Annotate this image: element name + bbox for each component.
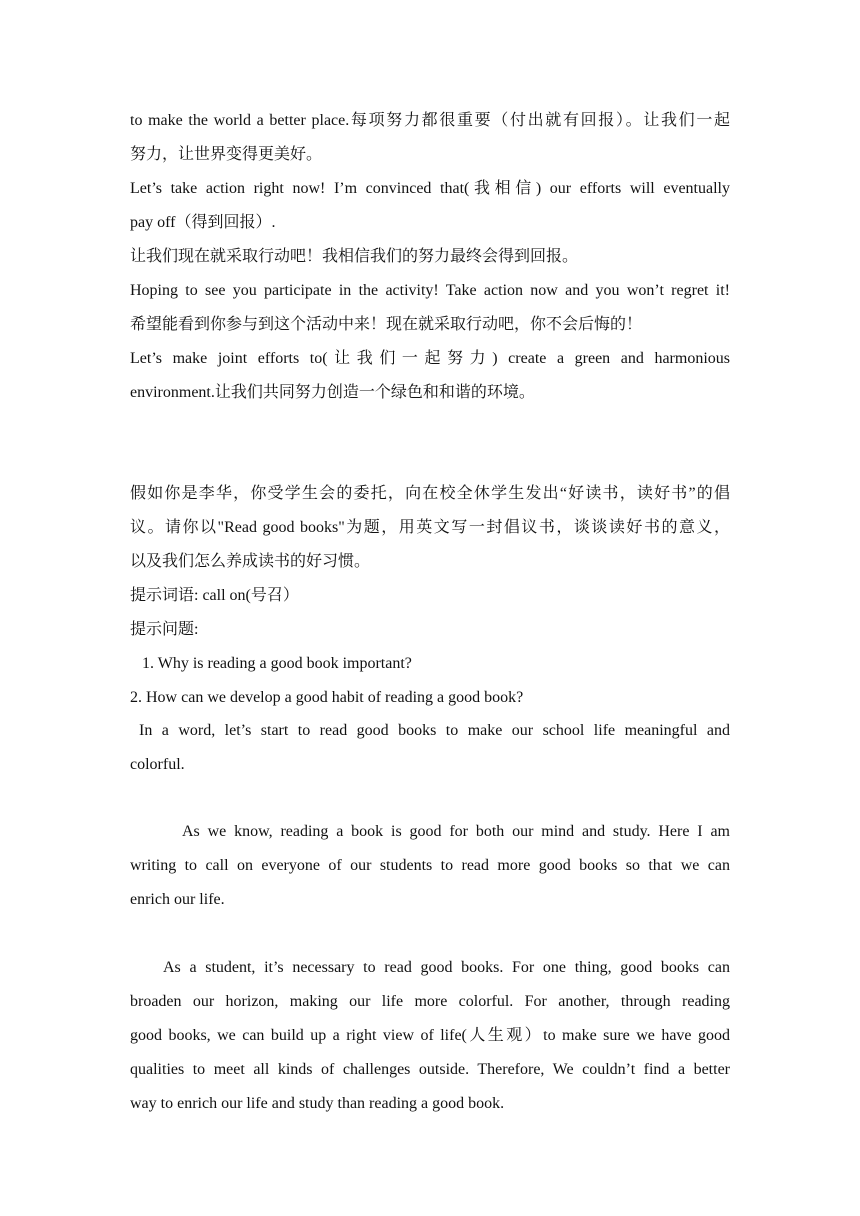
text-line: pay off（得到回报）.: [130, 214, 276, 231]
essay-line: enrich our life.: [130, 891, 225, 908]
essay-line: broaden our horizon, making our life more colorful. For another, through reading: [130, 993, 730, 1010]
prompt-line: 以及我们怎么养成读书的好习惯。: [130, 553, 371, 570]
hint-question-1: 1. Why is reading a good book important?: [142, 655, 412, 672]
text-line: environment.让我们共同努力创造一个绿色和和谐的环境。: [130, 384, 535, 401]
hint-questions-label: 提示问题:: [130, 621, 199, 638]
essay-line: qualities to meet all kinds of challenges outside. Therefore, We couldn’t find a better: [130, 1061, 730, 1078]
prompt-line: 假如你是李华，你受学生会的委托，向在校全休学生发出“好读书，读好书”的倡: [130, 485, 730, 502]
essay-line: As we know, reading a book is good for both our mind and study. Here I am: [182, 823, 730, 840]
text-line: 希望能看到你参与到这个活动中来！现在就采取行动吧，你不会后悔的！: [130, 316, 643, 333]
essay-line: writing to call on everyone of our students to read more good books so that we can: [130, 857, 730, 874]
hint-question-2: 2. How can we develop a good habit of reading a good book?: [130, 689, 524, 706]
text-line: Hoping to see you participate in the activity! Take action now and you won’t regret it!: [130, 282, 730, 299]
essay-line: way to enrich our life and study than reading a good book.: [130, 1095, 505, 1112]
text-line: to make the world a better place.每项努力都很重要（付出就有回报）。让我们一起: [130, 112, 730, 129]
text-line: Let’s take action right now! I’m convinced that(我相信) our efforts will eventually: [130, 180, 730, 197]
hint-words: 提示词语: call on(号召）: [130, 587, 299, 604]
prompt-line: 议。请你以"Read good books"为题，用英文写一封倡议书，谈谈读好书的意义，: [130, 519, 730, 536]
text-line: 努力，让世界变得更美好。: [130, 146, 323, 163]
essay-line: As a student, it’s necessary to read good books. For one thing, good books can: [163, 959, 730, 976]
text-line: In a word, let’s start to read good books to make our school life meaningful and: [139, 722, 730, 739]
text-line: colorful.: [130, 756, 185, 773]
essay-line: good books, we can build up a right view of life(人生观）to make sure we have good: [130, 1027, 730, 1044]
text-line: Let’s make joint efforts to(让我们一起努力) create a green and harmonious: [130, 350, 730, 367]
text-line: 让我们现在就采取行动吧！我相信我们的努力最终会得到回报。: [130, 248, 579, 265]
